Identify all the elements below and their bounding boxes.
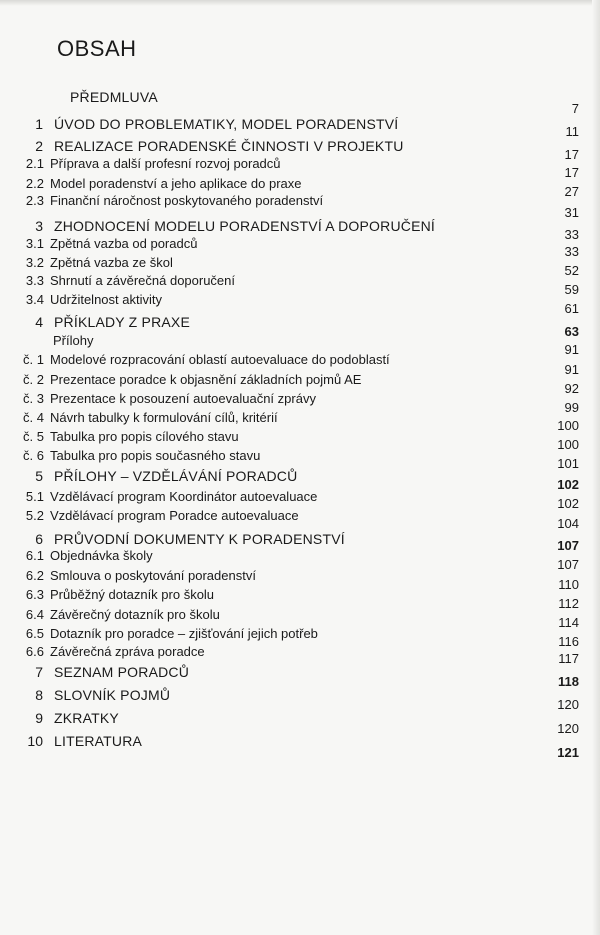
toc-entry-label: Přílohy — [53, 333, 94, 348]
toc-entry-number: 2.1 — [25, 156, 44, 171]
toc-entry-number: č. 5 — [23, 429, 44, 444]
toc-entry-label: LITERATURA — [54, 733, 143, 749]
toc-page-number: 117 — [558, 651, 579, 666]
toc-page-number: 91 — [564, 342, 579, 357]
toc-page-number: 107 — [557, 557, 579, 572]
toc-entry-label: ÚVOD DO PROBLEMATIKY, MODEL PORADENSTVÍ — [54, 116, 399, 132]
toc-entry-number: 3.2 — [25, 255, 44, 270]
toc-page-number: 63 — [564, 324, 579, 339]
toc-page-number: 121 — [557, 745, 579, 760]
toc-page-number: 11 — [565, 124, 579, 139]
toc-entry-number: č. 6 — [23, 448, 44, 463]
toc-entry-label: Prezentace k posouzení autoevaluační zprávy — [50, 391, 316, 406]
toc-page-number: 100 — [557, 418, 579, 433]
toc-entry-number: č. 1 — [23, 352, 44, 367]
toc-entry-number: 6 — [35, 531, 43, 547]
toc-page-number: 31 — [564, 205, 579, 220]
toc-entry-number: 10 — [27, 733, 43, 749]
toc-entry-number: 4 — [35, 314, 43, 330]
toc-entry-number: č. 2 — [23, 372, 44, 387]
toc-entry-label: ZHODNOCENÍ MODELU PORADENSTVÍ A DOPORUČENÍ — [54, 218, 436, 234]
toc-entry-label: Shrnutí a závěrečná doporučení — [50, 273, 236, 288]
toc-page-number: 17 — [564, 147, 579, 162]
toc-entry-number: 3.1 — [25, 236, 44, 251]
toc-page-number: 112 — [558, 596, 579, 611]
toc-entry-label: Smlouva o poskytování poradenství — [50, 568, 256, 583]
toc-entry-label: Model poradenství a jeho aplikace do praxe — [50, 176, 302, 191]
toc-entry-label: PŘÍLOHY – VZDĚLÁVÁNÍ PORADCŮ — [54, 468, 298, 484]
toc-entry-label: Průběžný dotazník pro školu — [50, 587, 215, 602]
toc-page-number: 91 — [564, 362, 579, 377]
toc-entry-label: Modelové rozpracování oblastí autoevaluace do podoblastí — [50, 352, 390, 367]
toc-page-number: 61 — [564, 301, 579, 316]
toc-page-number: 107 — [557, 538, 579, 553]
toc-entry-label: Zpětná vazba ze škol — [50, 255, 173, 270]
toc-entry-label: PŘEDMLUVA — [70, 89, 158, 105]
toc-entry-label: Objednávka školy — [50, 548, 153, 563]
toc-page-number: 52 — [564, 263, 579, 278]
toc-entry-number: 2.3 — [25, 193, 44, 208]
toc-entry-number: 8 — [35, 687, 43, 703]
toc-page-number: 99 — [564, 400, 579, 415]
toc-page-row — [0, 745, 600, 765]
toc-entry-number: 6.3 — [25, 587, 44, 602]
toc-entry-label: Tabulka pro popis cílového stavu — [50, 429, 239, 444]
toc-entry-number: 3.3 — [25, 273, 44, 288]
toc-entry-number: 7 — [35, 664, 43, 680]
toc-entry-label: Dotazník pro poradce – zjišťování jejich potřeb — [50, 626, 318, 641]
toc-entry-label: Příprava a další profesní rozvoj poradců — [50, 156, 281, 171]
toc-entry-number: 6.6 — [25, 644, 44, 659]
toc-entry-label: Udržitelnost aktivity — [50, 292, 162, 307]
toc-page-number: 27 — [564, 184, 579, 199]
toc-page-number: 7 — [571, 101, 579, 116]
toc-entry-number: 5 — [35, 468, 43, 484]
toc-entry-label: Vzdělávací program Koordinátor autoevaluace — [50, 489, 318, 504]
toc-entry-number: č. 4 — [23, 410, 44, 425]
toc-entry-number: 3 — [35, 218, 43, 234]
toc-entry-number: 9 — [35, 710, 43, 726]
toc-page-number: 33 — [564, 244, 579, 259]
toc-page-number: 114 — [558, 615, 579, 630]
toc-page-number: 116 — [558, 634, 579, 649]
toc-entry-number: 2 — [35, 138, 43, 154]
toc-entry-label: SLOVNÍK POJMŮ — [54, 687, 171, 703]
toc-entry-label: Návrh tabulky k formulování cílů, kritérií — [50, 410, 278, 425]
toc-entry-number: č. 3 — [23, 391, 44, 406]
toc-entry-label: Finanční náročnost poskytovaného poradenství — [50, 193, 324, 208]
toc-page-number: 104 — [557, 516, 579, 531]
toc-entry-number: 2.2 — [25, 176, 44, 191]
toc-page-number: 59 — [564, 282, 579, 297]
toc-entry-number: 6.5 — [25, 626, 44, 641]
toc-entry-number: 6.4 — [25, 607, 44, 622]
toc-entry-label: Vzdělávací program Poradce autoevaluace — [50, 508, 299, 523]
toc-entry-number: 3.4 — [25, 292, 44, 307]
toc-entry-label: SEZNAM PORADCŮ — [54, 664, 190, 680]
toc-entry-label: Závěrečný dotazník pro školu — [50, 607, 220, 622]
toc-entry-label: ZKRATKY — [54, 710, 119, 726]
toc-entry-label: PŘÍKLADY Z PRAXE — [54, 314, 190, 330]
toc-entry-label: Tabulka pro popis současného stavu — [50, 448, 261, 463]
toc-page-number: 17 — [564, 165, 579, 180]
toc-entry-label: PRŮVODNÍ DOKUMENTY K PORADENSTVÍ — [54, 531, 345, 547]
toc-page-number: 101 — [557, 456, 579, 471]
toc-page-number: 110 — [558, 577, 579, 592]
toc-entry-number: 5.2 — [25, 508, 44, 523]
toc-page-number: 120 — [557, 697, 579, 712]
toc-page-number: 33 — [564, 227, 579, 242]
toc-entry-label: Zpětná vazba od poradců — [50, 236, 198, 251]
toc-entry-number: 6.1 — [25, 548, 44, 563]
toc-page-number: 92 — [564, 381, 579, 396]
page-top-edge — [0, 0, 600, 6]
toc-page-number: 102 — [557, 496, 579, 511]
toc-entry-label: Prezentace poradce k objasnění základních pojmů AE — [50, 372, 362, 387]
toc-page-number: 120 — [557, 721, 579, 736]
toc-page-number: 118 — [558, 674, 579, 689]
toc-page-number: 102 — [557, 477, 579, 492]
toc-entry-label: REALIZACE PORADENSKÉ ČINNOSTI V PROJEKTU — [54, 138, 404, 154]
toc-entry-number: 1 — [35, 116, 43, 132]
toc-page-number: 100 — [557, 437, 579, 452]
toc-entry-number: 5.1 — [25, 489, 44, 504]
toc-entry-label: Závěrečná zpráva poradce — [50, 644, 205, 659]
toc-entry-number: 6.2 — [25, 568, 44, 583]
page-title: OBSAH — [57, 36, 137, 61]
